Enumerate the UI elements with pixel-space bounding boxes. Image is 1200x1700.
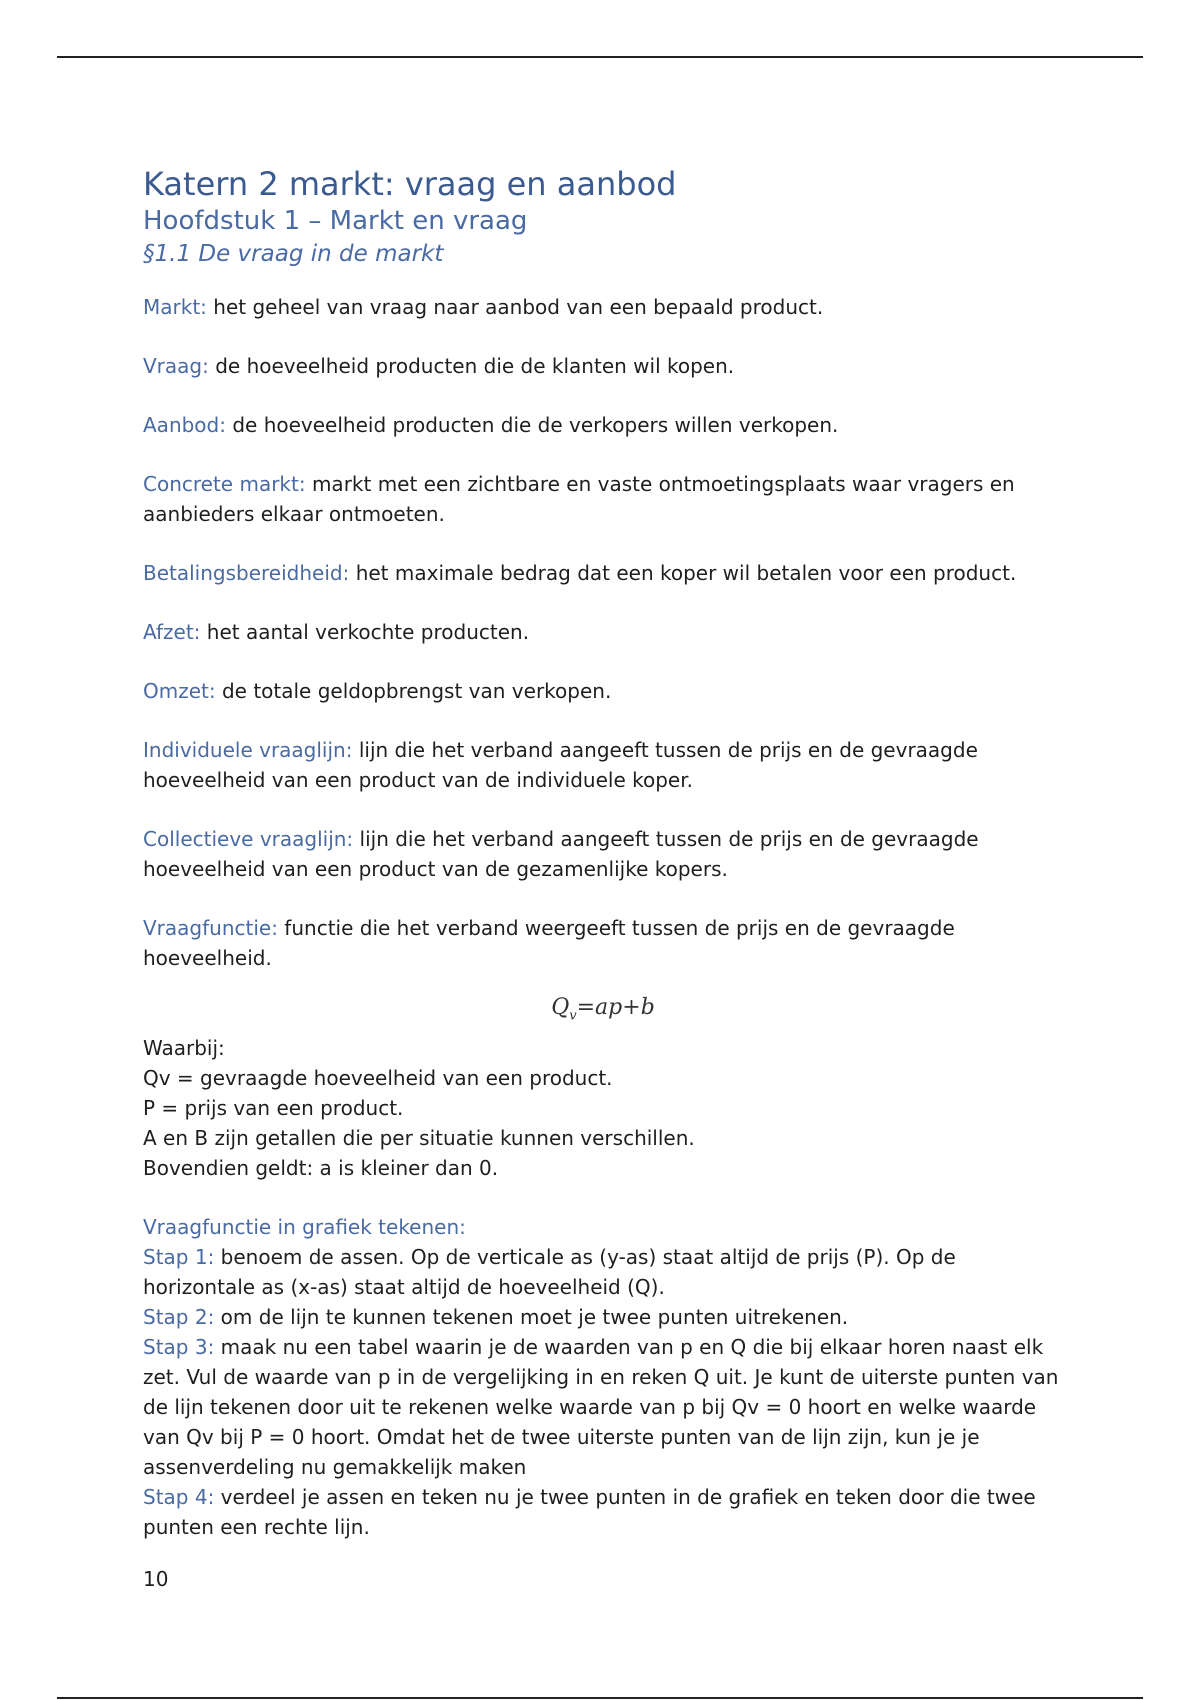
definition-markt <box>143 292 1063 322</box>
definition-vraagfunctie <box>143 913 1063 973</box>
step-4 <box>143 1482 1063 1542</box>
definition-afzet <box>143 617 1063 647</box>
section-title: §1.1 De vraag in de markt <box>143 241 444 267</box>
step-text: verdeel je assen en teken nu je twee punten in de grafiek en teken door die twee punten een rechte lijn. <box>143 1485 1036 1540</box>
term: Markt: <box>143 295 207 319</box>
step-label: Stap 3: <box>143 1335 215 1360</box>
spacer <box>143 1183 1063 1212</box>
katern-title: Katern 2 markt: vraag en aanbod <box>143 165 677 203</box>
step-1 <box>143 1242 1063 1302</box>
step-3 <box>143 1332 1063 1482</box>
demand-formula <box>143 991 1063 1033</box>
top-rule <box>57 56 1143 58</box>
page-number: 10 <box>143 1567 169 1592</box>
definition-text: lijn die het verband aangeeft tussen de prijs en de gevraagde hoeveelheid van een product van de individuele koper. <box>143 738 978 792</box>
where-line: P = prijs van een product. <box>143 1096 404 1121</box>
term: Vraagfunctie: <box>143 916 278 940</box>
term: Betalingsbereidheid: <box>143 561 350 585</box>
step-text: benoem de assen. Op de verticale as (y-as) staat altijd de prijs (P). Op de horizontale as (x-as) staat altijd de hoeveelheid (Q). <box>143 1245 956 1300</box>
step-2 <box>143 1302 1063 1332</box>
step-text: om de lijn te kunnen tekenen moet je twee punten uitrekenen. <box>214 1305 849 1330</box>
term: Individuele vraaglijn: <box>143 738 353 762</box>
definition-text: het aantal verkochte producten. <box>200 620 530 644</box>
formula-rest: =ap+b <box>576 995 655 1020</box>
steps-title: Vraagfunctie in grafiek tekenen: <box>143 1215 466 1240</box>
definition-text: functie die het verband weergeeft tussen de prijs en de gevraagde hoeveelheid. <box>143 916 955 970</box>
formula-subscript: v <box>569 1008 577 1024</box>
term: Collectieve vraaglijn: <box>143 827 354 851</box>
where-line: Qv = gevraagde hoeveelheid van een product. <box>143 1066 613 1091</box>
definitions-list <box>143 292 1063 1594</box>
definition-text: de totale geldopbrengst van verkopen. <box>215 679 612 703</box>
bottom-rule <box>57 1697 1143 1699</box>
definition-text: de hoeveelheid producten die de klanten wil kopen. <box>208 354 735 378</box>
definition-concrete-markt <box>143 469 1063 529</box>
definition-betalingsbereidheid <box>143 558 1063 588</box>
definition-text: het maximale bedrag dat een koper wil betalen voor een product. <box>349 561 1017 585</box>
definition-text: markt met een zichtbare en vaste ontmoetingsplaats waar vragers en aanbieders elkaar ontmoeten. <box>143 472 1015 526</box>
term: Aanbod: <box>143 413 226 437</box>
where-line: Waarbij: <box>143 1036 225 1061</box>
definition-text: het geheel van vraag naar aanbod van een bepaald product. <box>206 295 824 319</box>
formula-q: Q <box>551 995 570 1020</box>
where-block <box>143 1033 1063 1183</box>
step-label: Stap 2: <box>143 1305 215 1330</box>
definition-aanbod <box>143 410 1063 440</box>
step-label: Stap 1: <box>143 1245 215 1270</box>
step-text: maak nu een tabel waarin je de waarden van p en Q die bij elkaar horen naast elk zet. Vul de waarde van p in de vergelijking in en reken Q uit. Je kunt de uiterste punten van de lijn tekenen door uit te rekenen welke waarde van p bij Qv = 0 hoort en welke waarde van Qv bij P = 0 hoort. Omdat het de twee uiterste punten van de lijn zijn, kun je je assenverdeling nu gemakkelijk maken <box>143 1335 1059 1480</box>
where-line: A en B zijn getallen die per situatie kunnen verschillen. <box>143 1126 695 1151</box>
definition-text: lijn die het verband aangeeft tussen de prijs en de gevraagde hoeveelheid van een product van de gezamenlijke kopers. <box>143 827 979 881</box>
definition-text: de hoeveelheid producten die de verkopers willen verkopen. <box>225 413 839 437</box>
term: Vraag: <box>143 354 209 378</box>
definition-omzet <box>143 676 1063 706</box>
term: Omzet: <box>143 679 216 703</box>
chapter-title: Hoofdstuk 1 – Markt en vraag <box>143 206 528 236</box>
definition-collectieve-vraaglijn <box>143 824 1063 884</box>
term: Afzet: <box>143 620 201 644</box>
document-page <box>143 164 1063 1614</box>
where-line: Bovendien geldt: a is kleiner dan 0. <box>143 1156 499 1181</box>
term: Concrete markt: <box>143 472 306 496</box>
step-label: Stap 4: <box>143 1485 215 1510</box>
definition-vraag <box>143 351 1063 381</box>
definition-individuele-vraaglijn <box>143 735 1063 795</box>
